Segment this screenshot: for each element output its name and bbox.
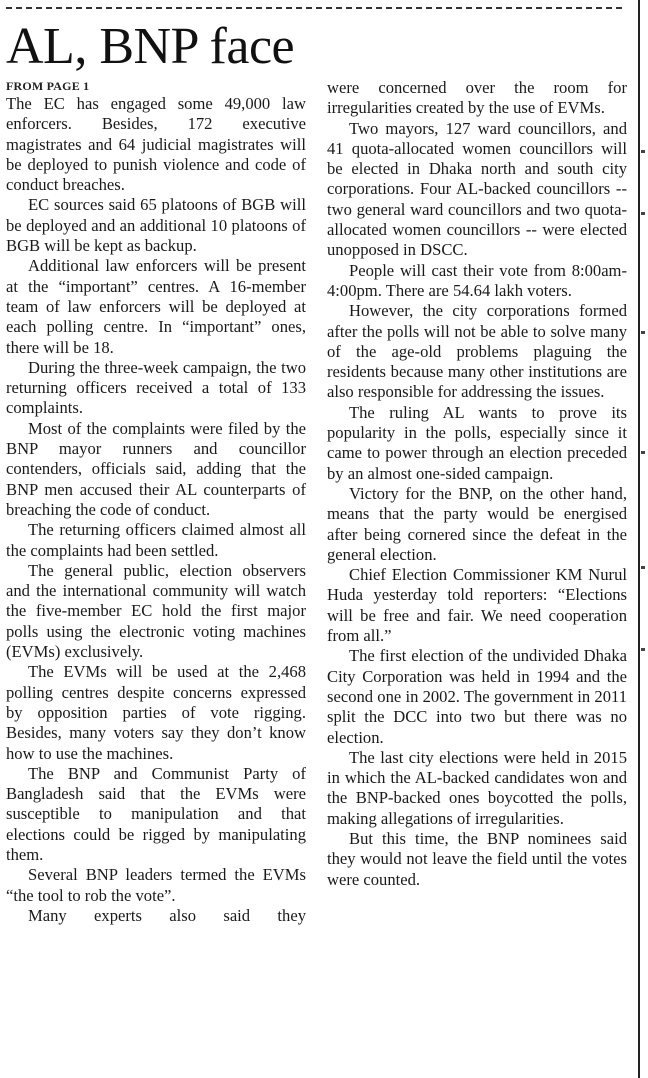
paragraph: The general public, election observers and the international community will watch the five-member EC hold the first major polls using the electronic voting machines (EVMs) exclusively. <box>6 560 306 662</box>
paragraph: EC sources said 65 platoons of BGB will be deployed and an additional 10 platoons of BGB will be kept as backup. <box>6 195 306 256</box>
paragraph: The EC has engaged some 49,000 law enforcers. Besides, 172 executive magistrates and 64 judicial magistrates will be deployed to punish violence and code of conduct breaches. <box>6 94 306 195</box>
edge-mark <box>641 150 645 153</box>
edge-mark <box>641 451 645 454</box>
paragraph: Most of the complaints were filed by the BNP mayor runners and councillor contenders, officials said, adding that the BNP men accused their AL counterparts of breaching the code of conduct. <box>6 418 306 519</box>
paragraph: The BNP and Communist Party of Bangladesh said that the EVMs were susceptible to manipulation and that elections could be rigged by manipulating them. <box>6 763 306 864</box>
paragraph: The last city elections were held in 2015 in which the AL-backed candidates won and the BNP-backed ones boycotted the polls, making allegations of irregularities. <box>327 747 627 828</box>
paragraph: The first election of the undivided Dhaka City Corporation was held in 1994 and the second one in 2002. The government in 2011 split the DCC into two but there was no election. <box>327 646 627 747</box>
paragraph: Victory for the BNP, on the other hand, means that the party would be energised after being cornered since the defeat in the general election. <box>327 483 627 564</box>
paragraph: But this time, the BNP nominees said they would not leave the field until the votes were counted. <box>327 828 627 889</box>
edge-mark <box>641 331 645 334</box>
left-column <box>6 94 306 926</box>
paragraph: were concerned over the room for irregularities created by the use of EVMs. <box>327 78 627 118</box>
paragraph: People will cast their vote from 8:00am-4:00pm. There are 54.64 lakh voters. <box>327 260 627 300</box>
edge-mark <box>641 212 645 215</box>
continued-from-label: FROM PAGE 1 <box>6 79 90 93</box>
paragraph: The returning officers claimed almost all the complaints had been settled. <box>6 520 306 560</box>
right-column <box>327 78 627 890</box>
headline: AL, BNP face <box>6 18 295 75</box>
paragraph: Several BNP leaders termed the EVMs “the tool to rob the vote”. <box>6 865 306 905</box>
paragraph: The ruling AL wants to prove its popularity in the polls, especially since it came to power through an election preceded by an almost one-sided campaign. <box>327 402 627 483</box>
right-column-border <box>638 0 640 1078</box>
paragraph: Many experts also said they <box>28 905 306 925</box>
edge-mark <box>641 566 645 569</box>
paragraph: Two mayors, 127 ward councillors, and 41 quota-allocated women councillors will be elected in Dhaka north and south city corporations. Four AL-backed councillors -- two general ward councillors and two quota-allocated women councillors -- were elected unopposed in DSCC. <box>327 118 627 260</box>
paragraph: Chief Election Commissioner KM Nurul Huda yesterday told reporters: “Elections will be free and fair. We need cooperation from all.” <box>327 565 627 646</box>
paragraph: However, the city corporations formed after the polls will not be able to solve many of the age-old problems plaguing the residents because many other institutions are also responsible for addressing the issues. <box>327 301 627 402</box>
paragraph: During the three-week campaign, the two returning officers received a total of 133 complaints. <box>6 357 306 418</box>
top-dashed-rule <box>6 7 622 9</box>
paragraph: Additional law enforcers will be present at the “important” centres. A 16-member team of law enforcers will be deployed at each polling centre. In “important” ones, there will be 18. <box>6 256 306 357</box>
edge-mark <box>641 648 645 651</box>
paragraph: The EVMs will be used at the 2,468 polling centres despite concerns expressed by opposition parties of vote rigging. Besides, many voters say they don’t know how to use the machines. <box>6 662 306 763</box>
